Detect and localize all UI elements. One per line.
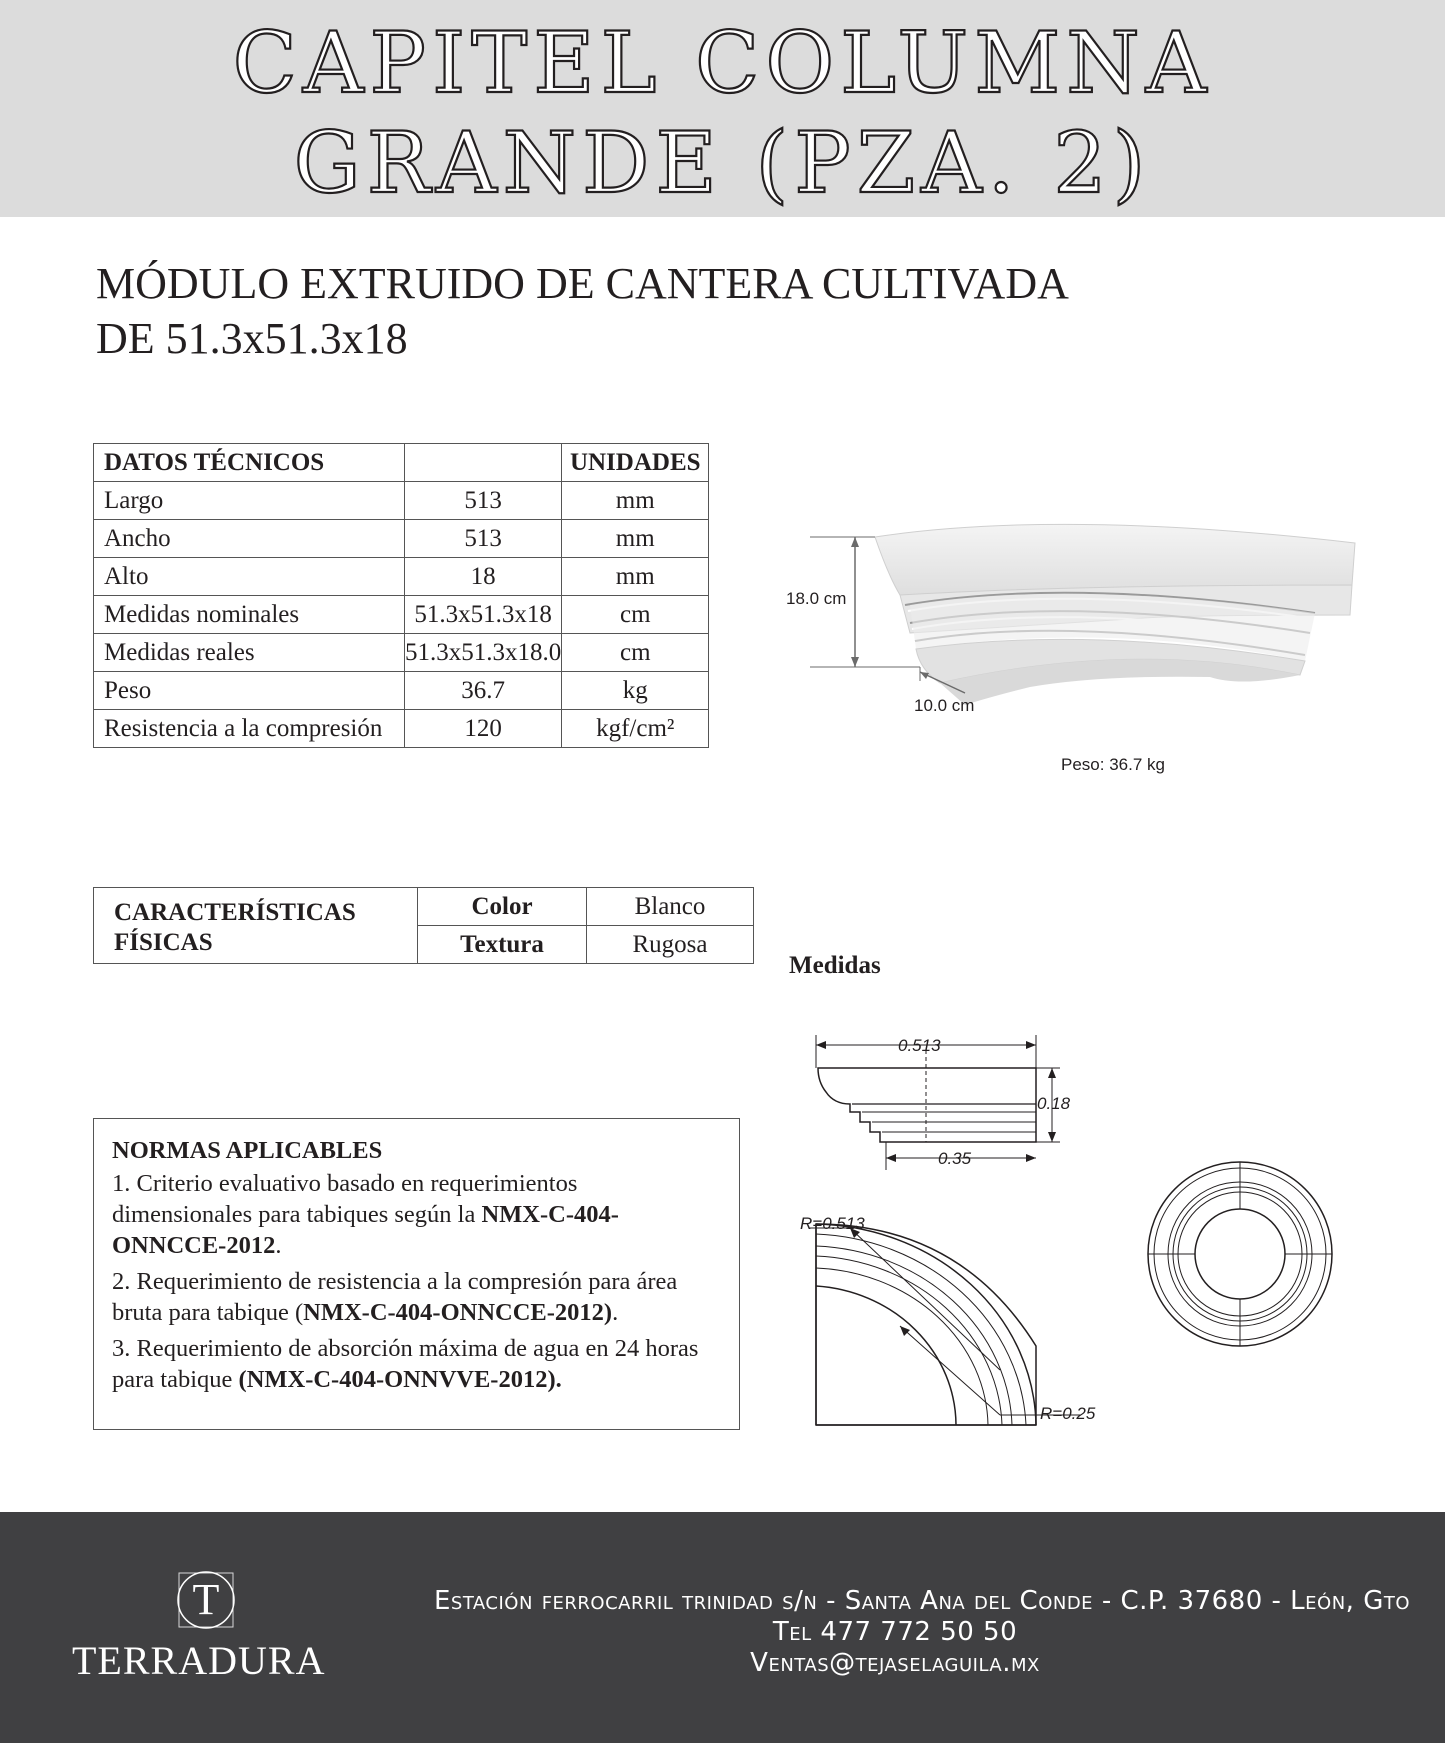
row-value: 513 [405,482,562,520]
page-title-line1: CAPITEL COLUMNA [232,14,1213,112]
row-label: Resistencia a la compresión [94,710,405,748]
row-label: Ancho [94,520,405,558]
inner-dimension-label: 0.35 [938,1149,972,1168]
phone: Tel 477 772 50 50 [772,1617,1018,1647]
row-unit: kg [562,672,709,710]
row-value: 18 [405,558,562,596]
row-unit: kgf/cm² [562,710,709,748]
physical-characteristics-table [93,887,754,964]
table-row [94,558,709,596]
row-value: 120 [405,710,562,748]
table-row [94,888,754,926]
table-row [94,710,709,748]
subtitle-line2: DE 51.3x51.3x18 [96,314,408,363]
row-label: Color [418,888,587,926]
inner-radius-label: R=0.25 [1040,1404,1096,1423]
contact-info [380,1586,1410,1679]
weight-label: Peso: 36.7 kg [1061,755,1165,774]
technical-drawings [790,1020,1390,1440]
brand-name: TERRADURA [72,1638,326,1683]
row-value: 513 [405,520,562,558]
logo-letter: T [192,1575,220,1624]
norma-3-text: 3. Requerimiento de absorción máxima de agua en 24 horas para tabique [112,1335,699,1393]
header-value [405,444,562,482]
row-label: Medidas nominales [94,596,405,634]
email: Ventas@tejaselaguila.mx [750,1648,1040,1678]
page-title-line2: GRANDE (PZA. 2) [293,114,1152,212]
row-value: 51.3x51.3x18 [405,596,562,634]
row-unit: cm [562,634,709,672]
norma-item-2 [112,1266,721,1328]
norma-item-1 [112,1168,721,1261]
physical-title [94,888,418,964]
norma-1-code: NMX-C-404-ONNCCE-2012 [112,1201,619,1259]
depth-dimension-label: 10.0 cm [914,696,975,715]
product-illustration [770,515,1370,785]
height-dimension-label: 18.0 cm [786,589,847,608]
row-unit: mm [562,520,709,558]
header-label: DATOS TÉCNICOS [94,444,405,482]
header-unit: UNIDADES [562,444,709,482]
norma-3-code: (NMX-C-404-ONNVVE-2012). [238,1366,562,1393]
row-label: Alto [94,558,405,596]
physical-title-line1: CARACTERÍSTICAS [114,899,356,926]
row-label: Largo [94,482,405,520]
norma-1-text: 1. Criterio evaluativo basado en requerimientos dimensionales para tabiques según la [112,1170,578,1228]
row-value: 51.3x51.3x18.0 [405,634,562,672]
row-label: Textura [418,926,587,964]
tech-data-table [93,443,709,748]
table-row [94,634,709,672]
medidas-heading: Medidas [789,952,881,979]
address: Estación ferrocarril trinidad s/n - Santa Ana del Conde - C.P. 37680 - León, Gto [433,1586,1410,1616]
table-row [94,520,709,558]
outer-radius-label: R=0.513 [800,1214,865,1233]
height-dimension-label-drawing: 0.18 [1037,1094,1071,1113]
row-label: Medidas reales [94,634,405,672]
physical-title-line2: FÍSICAS [114,929,213,956]
norma-2-text: 2. Requerimiento de resistencia a la compresión para área bruta para tabique ( [112,1268,678,1326]
normas-box [93,1118,740,1430]
row-value: 36.7 [405,672,562,710]
circle-plan-drawing [1148,1162,1332,1346]
row-unit: mm [562,558,709,596]
row-unit: cm [562,596,709,634]
subtitle-line1: MÓDULO EXTRUIDO DE CANTERA CULTIVADA [96,259,1069,308]
quarter-plan-drawing [800,1224,1080,1425]
product-subtitle [96,256,1069,366]
norma-2-end: . [612,1299,619,1326]
title-banner [0,0,1445,217]
norma-1-end: . [275,1232,282,1259]
table-header-row [94,444,709,482]
table-row [94,672,709,710]
row-unit: mm [562,482,709,520]
table-row [94,482,709,520]
width-dimension-label: 0.513 [898,1036,941,1055]
footer [0,1512,1445,1743]
row-value: Blanco [587,888,754,926]
table-row [94,596,709,634]
normas-title: NORMAS APLICABLES [112,1137,383,1164]
norma-2-code: NMX-C-404-ONNCCE-2012) [303,1299,613,1326]
row-value: Rugosa [587,926,754,964]
row-label: Peso [94,672,405,710]
norma-item-3 [112,1333,721,1395]
